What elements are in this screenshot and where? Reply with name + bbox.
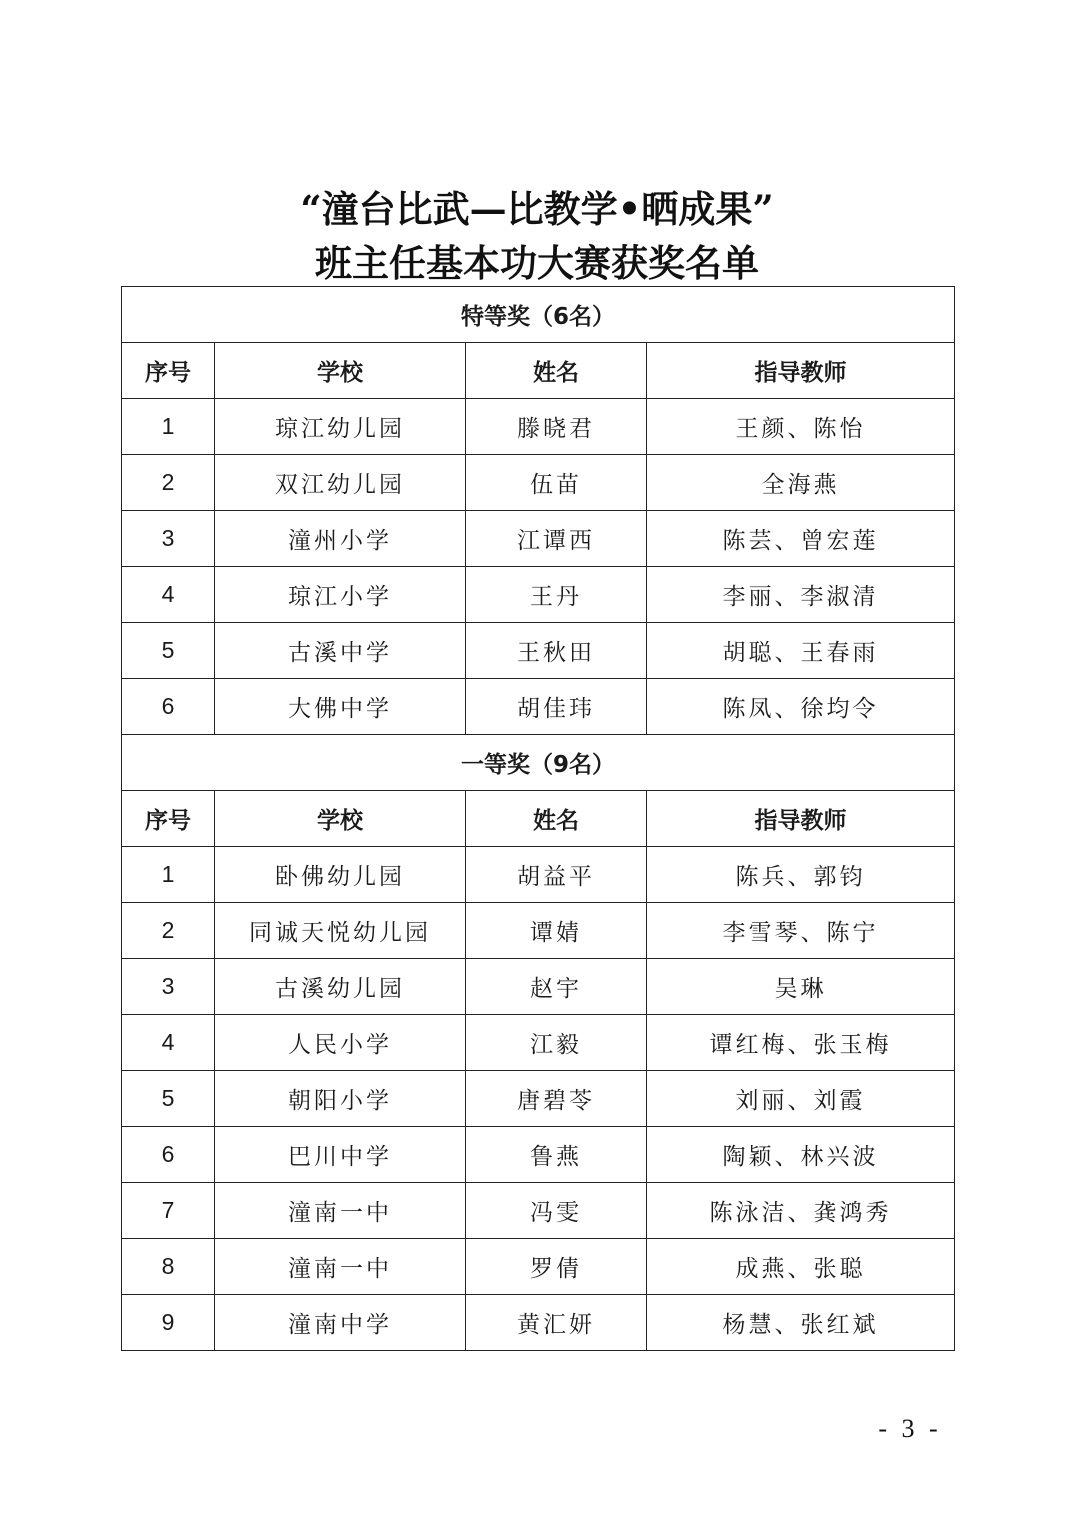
section-title-row	[122, 735, 955, 791]
row-school: 琼江幼儿园	[215, 399, 466, 455]
table-row	[122, 511, 955, 567]
row-name: 王丹	[466, 567, 647, 623]
row-mentor: 吴琳	[647, 959, 955, 1015]
row-school: 卧佛幼儿园	[215, 847, 466, 903]
row-mentor: 陈芸、曾宏莲	[647, 511, 955, 567]
row-mentor: 谭红梅、张玉梅	[647, 1015, 955, 1071]
row-name: 伍苗	[466, 455, 647, 511]
table-row	[122, 959, 955, 1015]
header-mentor: 指导教师	[647, 343, 955, 399]
table-row	[122, 455, 955, 511]
table-row	[122, 1015, 955, 1071]
row-name: 谭婧	[466, 903, 647, 959]
row-name: 滕晓君	[466, 399, 647, 455]
row-name: 王秋田	[466, 623, 647, 679]
row-school: 潼南一中	[215, 1239, 466, 1295]
table-row	[122, 1127, 955, 1183]
row-school: 人民小学	[215, 1015, 466, 1071]
row-index: 3	[122, 959, 215, 1015]
row-index: 1	[122, 847, 215, 903]
header-name: 姓名	[466, 343, 647, 399]
row-name: 冯雯	[466, 1183, 647, 1239]
row-mentor: 成燕、张聪	[647, 1239, 955, 1295]
row-name: 黄汇妍	[466, 1295, 647, 1351]
row-mentor: 陈泳洁、龚鸿秀	[647, 1183, 955, 1239]
section-title-special: 特等奖（6名）	[122, 287, 955, 343]
row-name: 江毅	[466, 1015, 647, 1071]
table-row	[122, 847, 955, 903]
row-school: 同诚天悦幼儿园	[215, 903, 466, 959]
row-school: 双江幼儿园	[215, 455, 466, 511]
header-name: 姓名	[466, 791, 647, 847]
row-mentor: 李丽、李淑清	[647, 567, 955, 623]
page-number: - 3 -	[878, 1414, 942, 1443]
header-school: 学校	[215, 791, 466, 847]
row-mentor: 全海燕	[647, 455, 955, 511]
row-index: 2	[122, 455, 215, 511]
row-mentor: 陶颖、林兴波	[647, 1127, 955, 1183]
row-mentor: 胡聪、王春雨	[647, 623, 955, 679]
table-row	[122, 1183, 955, 1239]
header-index: 序号	[122, 791, 215, 847]
table-row	[122, 679, 955, 735]
row-school: 古溪中学	[215, 623, 466, 679]
row-name: 鲁燕	[466, 1127, 647, 1183]
row-index: 1	[122, 399, 215, 455]
row-mentor: 陈凤、徐均令	[647, 679, 955, 735]
row-mentor: 杨慧、张红斌	[647, 1295, 955, 1351]
row-school: 琼江小学	[215, 567, 466, 623]
header-school: 学校	[215, 343, 466, 399]
awards-table	[121, 286, 955, 1351]
row-index: 7	[122, 1183, 215, 1239]
header-index: 序号	[122, 343, 215, 399]
row-index: 4	[122, 567, 215, 623]
row-index: 5	[122, 1071, 215, 1127]
row-mentor: 陈兵、郭钧	[647, 847, 955, 903]
row-mentor: 李雪琴、陈宁	[647, 903, 955, 959]
row-school: 朝阳小学	[215, 1071, 466, 1127]
row-index: 5	[122, 623, 215, 679]
row-school: 潼州小学	[215, 511, 466, 567]
row-school: 古溪幼儿园	[215, 959, 466, 1015]
table-header-row	[122, 791, 955, 847]
row-index: 9	[122, 1295, 215, 1351]
awards-table-body	[122, 287, 955, 1351]
header-mentor: 指导教师	[647, 791, 955, 847]
row-mentor: 王颜、陈怡	[647, 399, 955, 455]
table-row	[122, 1071, 955, 1127]
table-row	[122, 399, 955, 455]
row-school: 潼南中学	[215, 1295, 466, 1351]
row-name: 罗倩	[466, 1239, 647, 1295]
table-row	[122, 623, 955, 679]
row-school: 大佛中学	[215, 679, 466, 735]
row-index: 6	[122, 679, 215, 735]
row-mentor: 刘丽、刘霞	[647, 1071, 955, 1127]
row-index: 6	[122, 1127, 215, 1183]
row-name: 胡益平	[466, 847, 647, 903]
row-name: 胡佳玮	[466, 679, 647, 735]
row-name: 赵宇	[466, 959, 647, 1015]
section-title-first: 一等奖（9名）	[122, 735, 955, 791]
row-school: 潼南一中	[215, 1183, 466, 1239]
table-header-row	[122, 343, 955, 399]
table-row	[122, 567, 955, 623]
row-index: 3	[122, 511, 215, 567]
table-row	[122, 903, 955, 959]
row-index: 4	[122, 1015, 215, 1071]
row-name: 唐碧苓	[466, 1071, 647, 1127]
document-title-line2: 班主任基本功大赛获奖名单	[315, 241, 759, 285]
document-title-line1: “潼台比武—比教学•晒成果”	[300, 187, 774, 231]
section-title-row	[122, 287, 955, 343]
row-name: 江谭西	[466, 511, 647, 567]
row-index: 2	[122, 903, 215, 959]
table-row	[122, 1239, 955, 1295]
row-index: 8	[122, 1239, 215, 1295]
row-school: 巴川中学	[215, 1127, 466, 1183]
table-row	[122, 1295, 955, 1351]
